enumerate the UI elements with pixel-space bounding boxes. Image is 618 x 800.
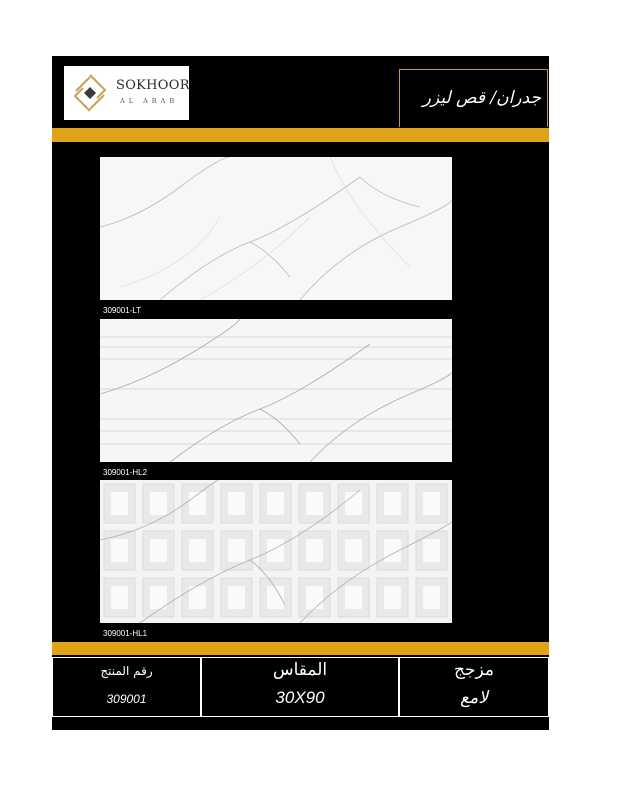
tile-image-hl1: [100, 480, 452, 623]
size-value: 30X90: [275, 688, 325, 707]
product-number-value: 309001: [106, 692, 147, 706]
tile-image-hl2: [100, 319, 452, 462]
finish-value: لامع: [460, 688, 488, 708]
product-number-label: رقم المنتج: [100, 664, 153, 678]
size-label: المقاس: [272, 660, 328, 680]
tile-code-hl2: 309001-HL2: [103, 468, 148, 477]
tile-code-hl1: 309001-HL1: [103, 629, 148, 638]
tile-image-lt: [100, 157, 452, 300]
size-cell: [201, 657, 399, 717]
finish-cell: [399, 657, 549, 717]
title-box: [399, 69, 548, 127]
tile-code-lt: 309001-LT: [103, 306, 142, 315]
finish-label: مزجج: [454, 660, 494, 680]
brand-name: SOKHOOR: [116, 78, 190, 93]
brand-logo: [64, 66, 189, 120]
header: [52, 56, 549, 128]
product-number-cell: [52, 657, 201, 717]
gold-band-bottom: [52, 642, 549, 655]
bottom-bar: [52, 718, 549, 730]
product-info-table: [52, 657, 549, 717]
page-title: جدران/ قص ليزر: [422, 88, 541, 108]
diamond-logo-icon: [70, 72, 110, 114]
catalog-sheet: [52, 56, 549, 730]
brand-subtitle: AL ARAB: [120, 97, 179, 105]
gold-band-top: [52, 128, 549, 142]
